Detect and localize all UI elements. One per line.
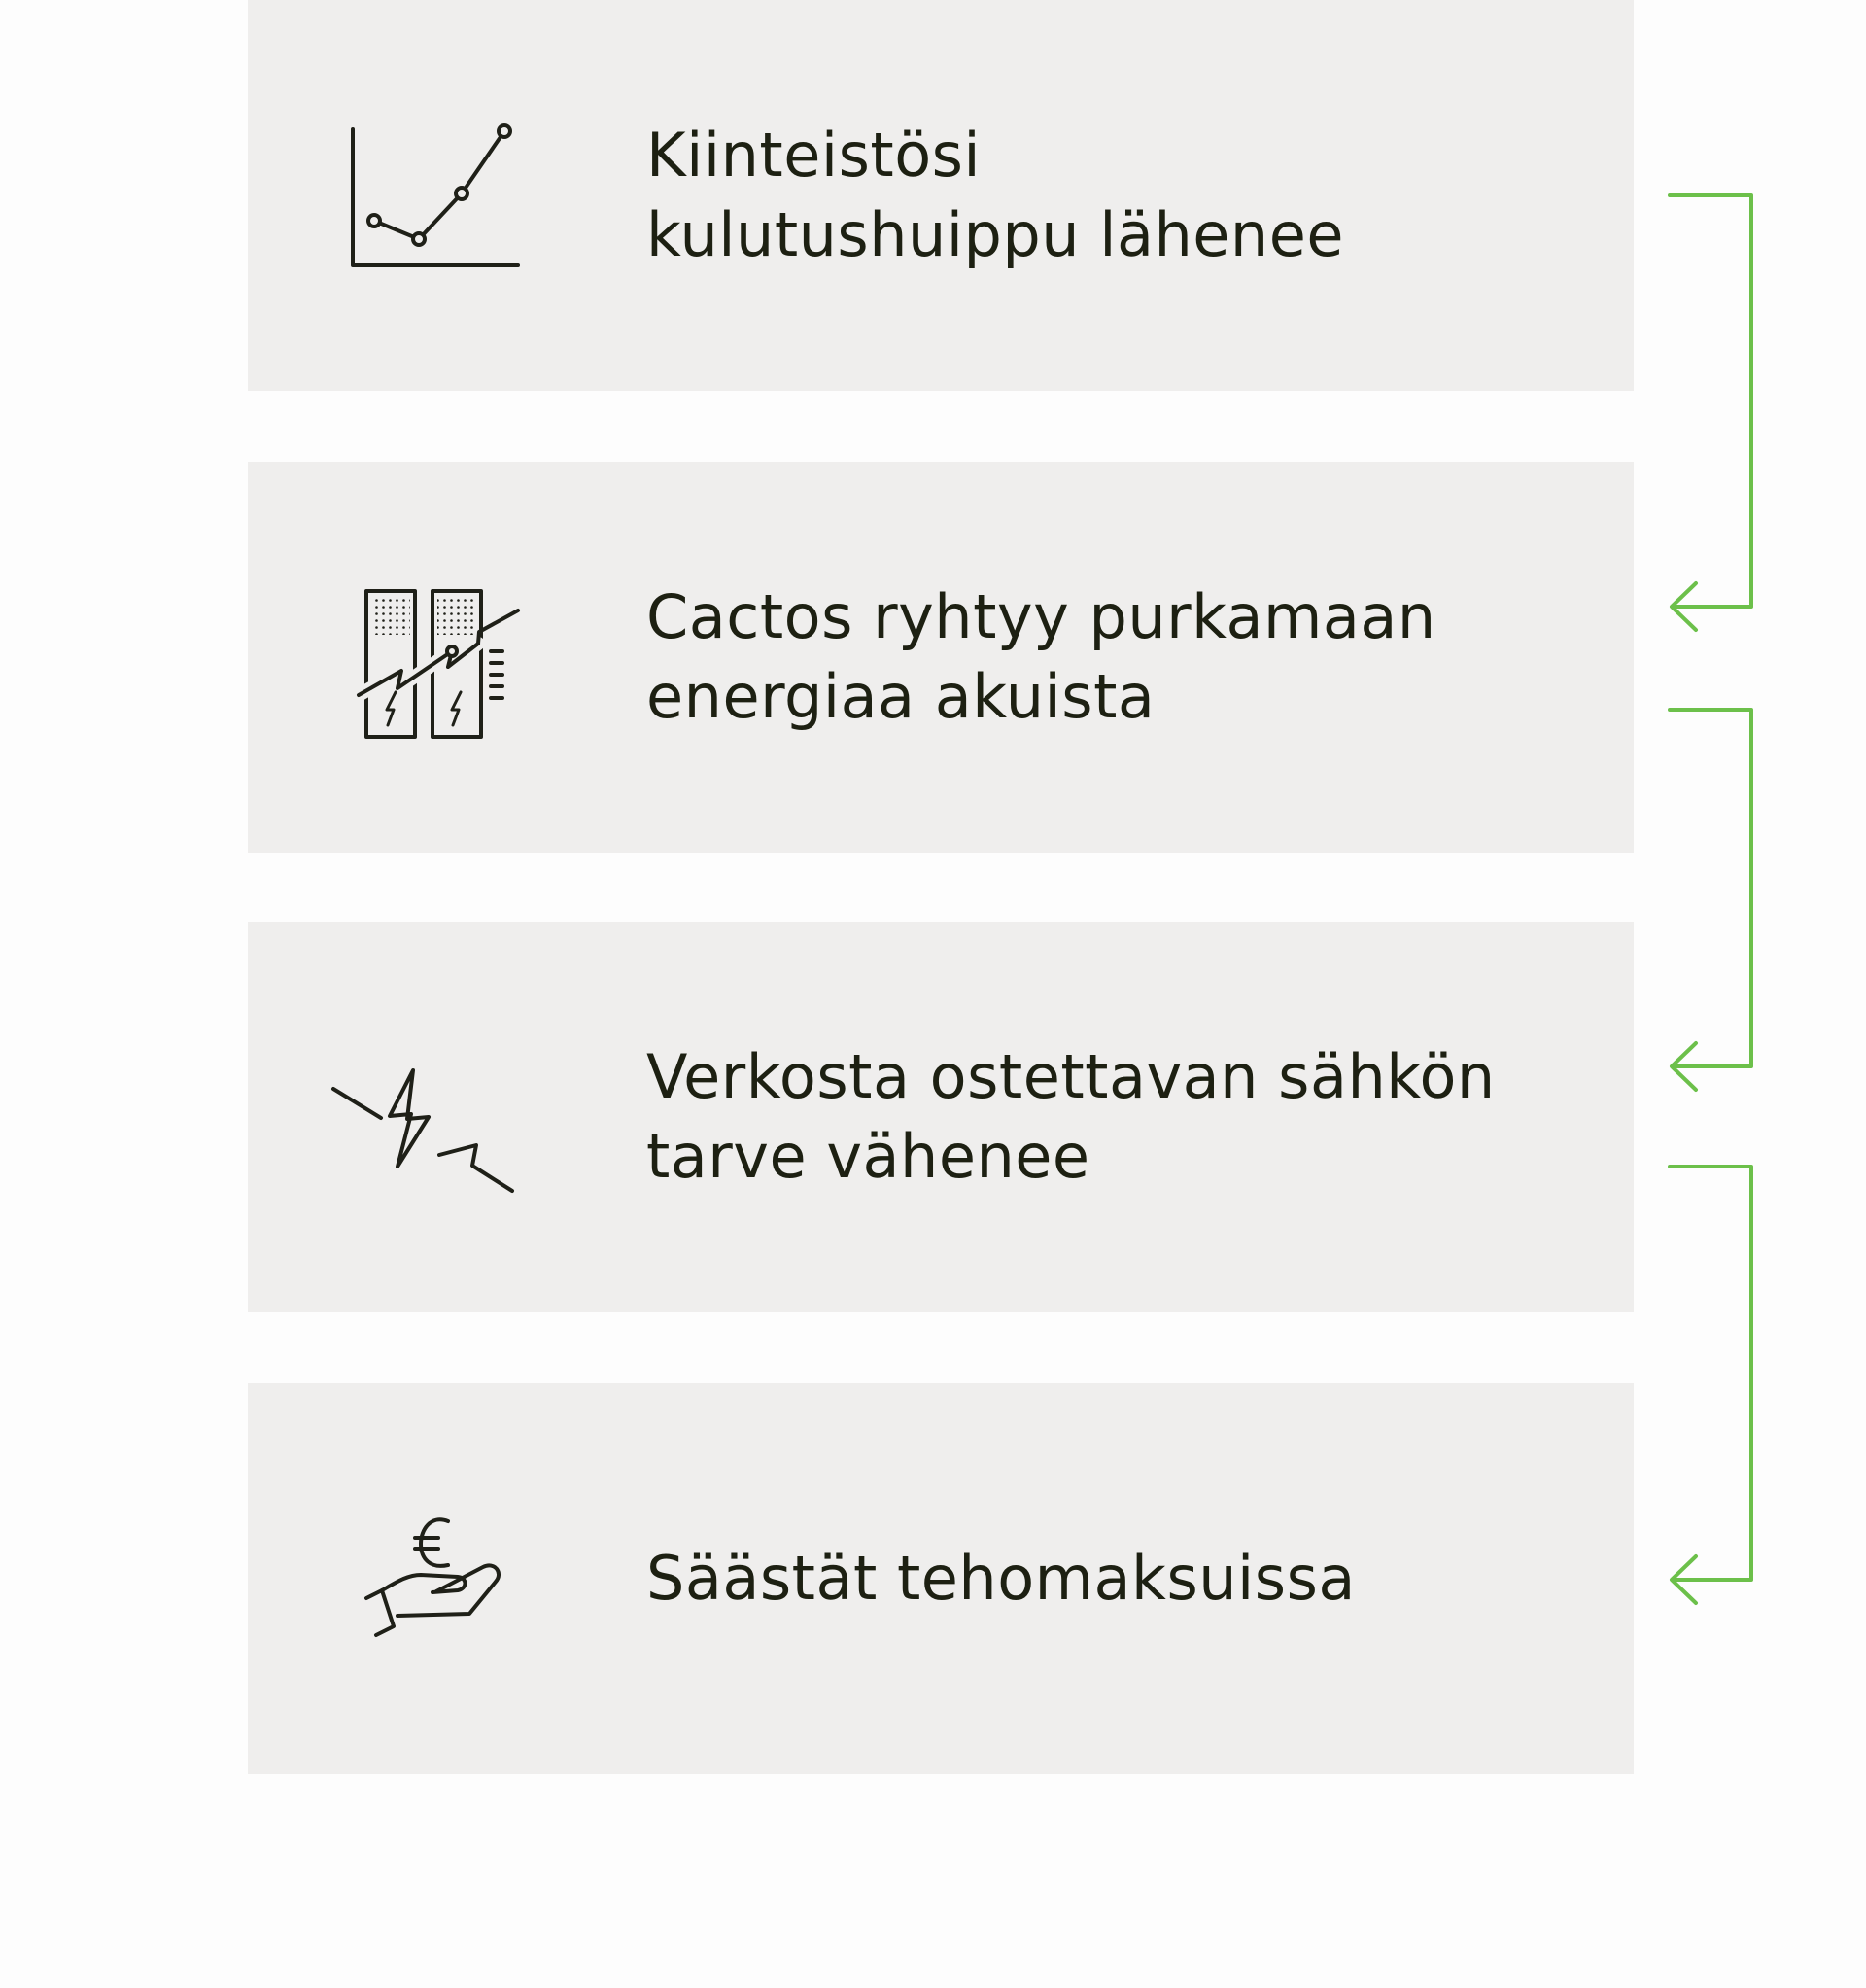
step-label: Säästät tehomaksuissa: [646, 1543, 1356, 1614]
step-label: Cactos ryhtyy purkamaan energiaa akuista: [646, 581, 1436, 732]
step-label: Verkosta ostettavan sähkön tarve vähenee: [646, 1041, 1496, 1192]
arrow-connector-3: [1670, 1167, 1751, 1603]
step-label: Kiinteistösi kulutushuippu lähenee: [646, 120, 1344, 270]
arrow-connector-2: [1670, 710, 1751, 1090]
arrow-connector-1: [1670, 195, 1751, 630]
